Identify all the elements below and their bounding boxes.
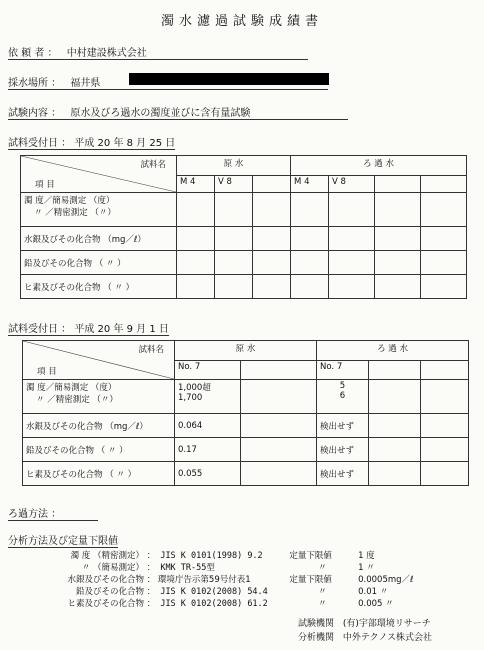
method-limit: 0.005 〃 [358,599,394,609]
test1-row-label: 水銀及びその化合物 （mg／ℓ） [21,227,177,251]
method-row [30,561,375,573]
test1-sub-cell: M 4 [291,175,329,192]
document-title: 濁水濾過試験成績書 [160,14,323,29]
method-row [30,597,394,609]
method-name: 濁 度 （精密測定） [70,551,144,561]
site-label: 採水場所 ： [8,78,62,89]
client-value: 中村建設株式会社 [66,48,147,59]
content-line [8,104,348,120]
org-analysis-value: 中外テクノス株式会社 [342,633,432,643]
test2-row-label: 濁 度／簡易測定 （度） 〃 ／精密測定 （〃） [23,380,175,414]
method-row [30,573,414,585]
method-limit-label: 定量下限値 [289,575,332,585]
test1-row-label: 濁 度／簡易測定 （度） 〃 ／精密測定 （〃） [21,193,177,227]
test2-date: 試料受付日 ： 平成 20 年 9 月 1 日 [8,320,169,336]
org-analysis-label: 分析機関 [298,633,335,643]
method-name: 鉛及びその化合物 [75,587,144,597]
method-standard: ： JIS K 0101(1998) 9.2 [146,551,263,561]
filter-method-label: ろ過方法 ： [8,509,62,520]
test2-raw-value: 0.064 [175,414,241,438]
methods-title: 分析方法及び定量下限値 [8,532,118,548]
test1-sub-cell: V 8 [215,175,253,192]
test1-raw-header: 原 水 [177,156,291,176]
org-test-label: 試験機関 [298,619,335,629]
test2-fil-value: 検出せず [317,462,369,486]
method-name: ヒ素及びその化合物 [67,599,144,609]
test1-item-label: 項 目 [35,180,55,190]
test2-table [22,340,469,486]
method-standard: ： JIS K 0102(2008) 61.2 [146,599,268,609]
test1-sub-cell: M 4 [177,175,215,192]
method-limit-label: 〃 [318,587,327,597]
org-test-value: (有)宇部環境リサーチ [342,619,431,629]
method-limit-label: 〃 [318,599,327,609]
method-limit: 0.01 〃 [358,587,389,597]
org-analysis-line [298,630,432,643]
test2-row-label: ヒ素及びその化合物 （ 〃 ） [23,462,175,486]
method-limit: 0.0005mg／ℓ [358,575,414,585]
test2-sample-label: 試料名 [138,345,164,355]
method-standard: ： 環境庁告示第59号付表1 [146,575,251,585]
test1-sub-cell [375,175,421,192]
test1-table [20,155,467,299]
method-row [30,549,375,561]
test2-raw-header: 原 水 [175,341,317,361]
filter-method-line [8,505,98,521]
test2-item-label: 項 目 [37,367,57,377]
test1-row-label: ヒ素及びその化合物 （ 〃 ） [21,275,177,299]
test2-fil-no: No. 7 [317,360,369,380]
test1-date: 試料受付日 ： 平成 20 年 8 月 25 日 [8,134,175,150]
content-label: 試験内容 ： [8,108,62,119]
test2-row-label: 鉛及びその化合物 （ 〃 ） [23,438,175,462]
test2-raw-value: 0.055 [175,462,241,486]
content-value: 原水及びろ過水の濁度並びに含有量試験 [70,108,251,119]
method-name: 〃 （簡易測定） [81,563,144,573]
method-limit: 1 度 [358,551,375,561]
test2-header-cell [23,341,175,380]
test2-fil-value: 5 6 [317,380,369,414]
site-value: 福井県 [70,78,101,89]
test2-raw-value: 0.17 [175,438,241,462]
test2-raw-no: No. 7 [175,360,241,380]
method-row [30,585,388,597]
test1-sub-cell [421,175,467,192]
test2-fil-value: 検出せず [317,414,369,438]
method-standard: ： KMK TR-55型 [146,563,215,573]
test1-row-label: 鉛及びその化合物 （ 〃 ） [21,251,177,275]
test1-header-cell [21,156,177,193]
org-test-line [298,616,431,629]
redaction-bar [129,73,329,85]
test1-sub-cell [253,175,291,192]
test2-fil-value: 検出せず [317,438,369,462]
client-label: 依 頼 者 ： [8,48,58,59]
method-limit: 1 〃 [358,563,375,573]
method-name: 水銀及びその化合物 [67,575,144,585]
test2-raw-value: 1,000超 1,700 [175,380,241,414]
method-limit-label: 〃 [318,563,327,573]
method-standard: ： JIS K 0102(2008) 54.4 [146,587,268,597]
test2-row-label: 水銀及びその化合物 （mg／ℓ） [23,414,175,438]
test2-filtered-header: ろ 過 水 [317,341,469,361]
test1-sub-cell: V 8 [329,175,375,192]
test1-sample-label: 試料名 [140,160,166,170]
test1-filtered-header: ろ 過 水 [291,156,467,176]
method-limit-label: 定量下限値 [289,551,332,561]
client-line [8,44,308,60]
